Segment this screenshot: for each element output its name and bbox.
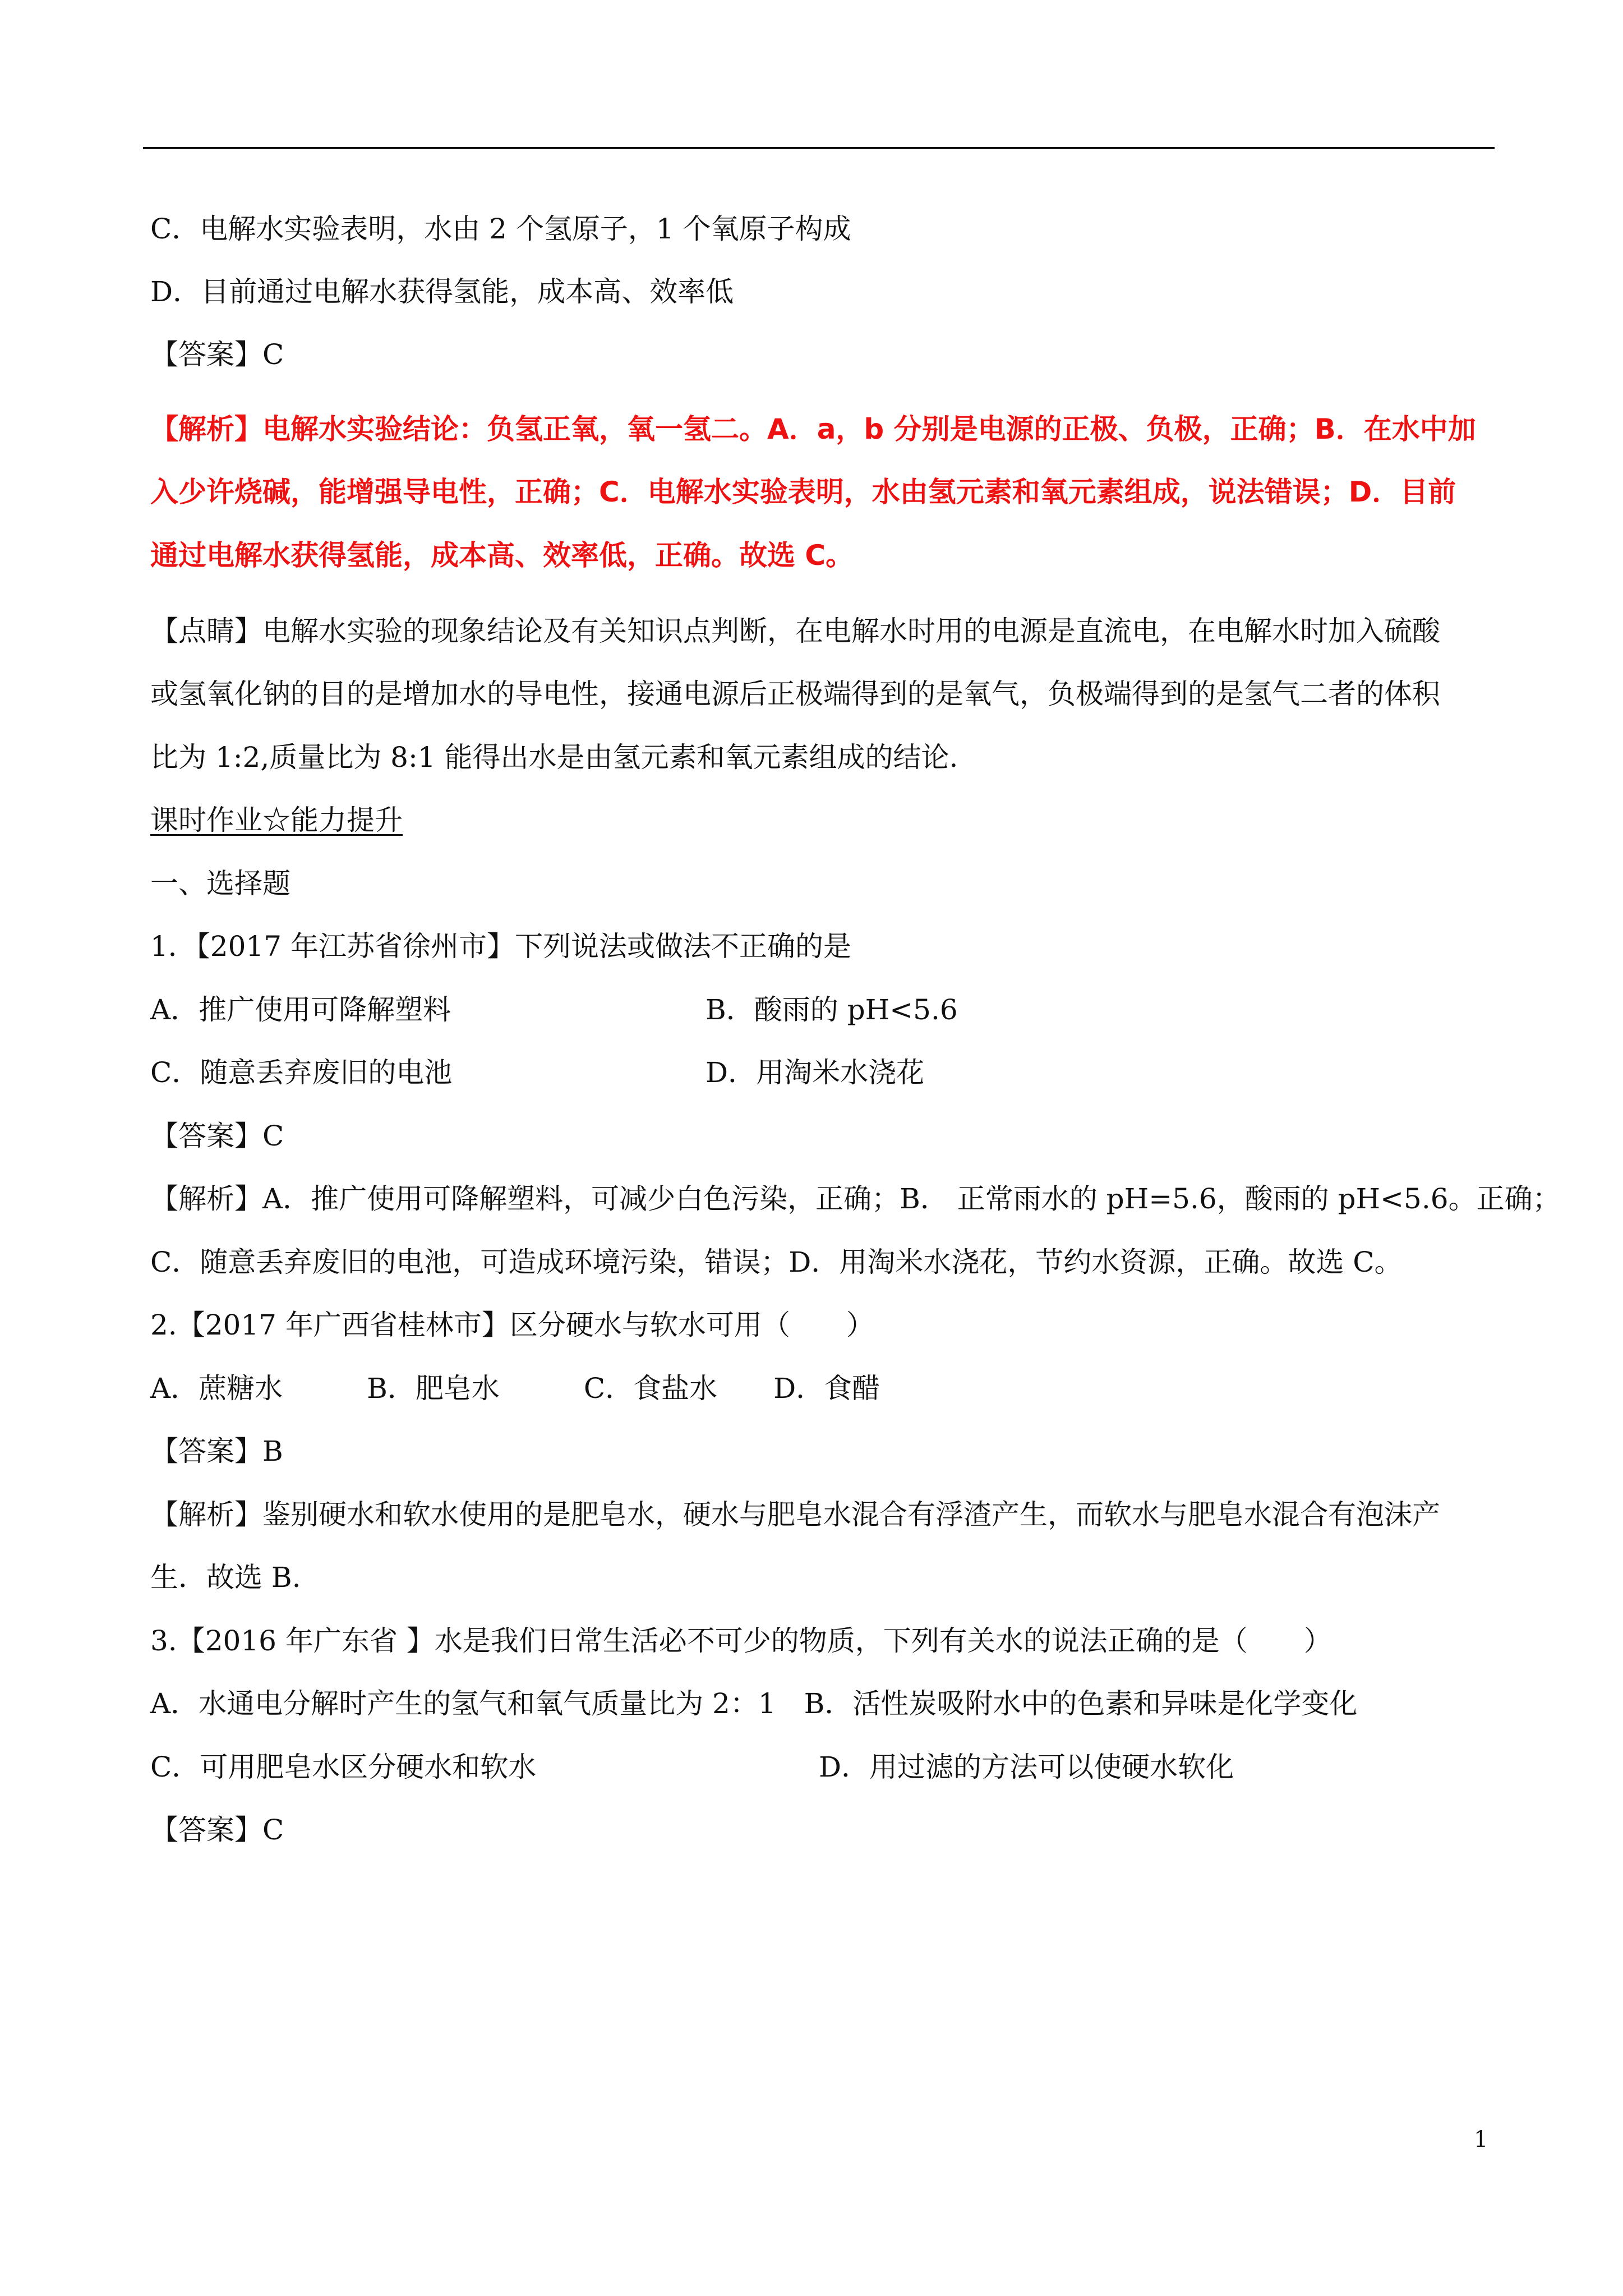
page-number: 1 [1474, 2127, 1488, 2152]
q3-options-ab: A．水通电分解时产生的氢气和氧气质量比为 2：1 B．活性炭吸附水中的色素和异味是化学变化 [150, 1687, 1358, 1720]
tip-line-3: 比为 1:2,质量比为 8:1 能得出水是由氢元素和氧元素组成的结论. [150, 741, 958, 774]
q1-analysis-line-1: 【解析】A．推广使用可降解塑料，可减少白色污染，正确；B． 正常雨水的 pH=5.6，酸雨的 pH<5.6。正确； [150, 1182, 1561, 1215]
question-1: 1．【2017 年江苏省徐州市】下列说法或做法不正确的是 [150, 930, 851, 963]
section-heading: 课时作业☆能力提升 [150, 804, 403, 836]
tip-line-1: 【点睛】电解水实验的现象结论及有关知识点判断，在电解水时用的电源是直流电，在电解水时加入硫酸 [150, 615, 1440, 647]
q2-answer: 【答案】B [150, 1435, 283, 1467]
header-rule [143, 147, 1495, 149]
q3-option-c: C．可用肥皂水区分硬水和软水 [150, 1751, 537, 1783]
q1-option-a: A．推广使用可降解塑料 [150, 993, 451, 1026]
q1-option-d: D．用淘米水浇花 [706, 1056, 925, 1089]
answer-text: 【答案】C [150, 338, 284, 371]
q1-answer: 【答案】C [150, 1120, 284, 1152]
q2-analysis-line-2: 生．故选 B. [150, 1561, 301, 1594]
q1-option-c: C．随意丢弃废旧的电池 [150, 1056, 453, 1089]
q1-option-b: B．酸雨的 pH<5.6 [706, 993, 958, 1026]
option-d-text: D．目前通过电解水获得氢能，成本高、效率低 [150, 275, 734, 308]
subsection-heading: 一、选择题 [150, 867, 291, 900]
option-c-text: C．电解水实验表明，水由 2 个氢原子，1 个氧原子构成 [150, 213, 851, 245]
analysis-line-2: 入少许烧碱，能增强导电性，正确；C．电解水实验表明，水由氢元素和氧元素组成，说法错误；D．目前 [150, 476, 1456, 508]
question-2: 2.【2017 年广西省桂林市】区分硬水与软水可用（ ） [150, 1309, 874, 1341]
q2-analysis-line-1: 【解析】鉴别硬水和软水使用的是肥皂水，硬水与肥皂水混合有浮渣产生，而软水与肥皂水混合有泡沫产 [150, 1498, 1440, 1531]
q2-options: A．蔗糖水 B．肥皂水 C．食盐水 D．食醋 [150, 1372, 880, 1405]
question-3: 3.【2016 年广东省 】水是我们日常生活必不可少的物质，下列有关水的说法正确的是（ ） [150, 1625, 1332, 1657]
q3-answer: 【答案】C [150, 1814, 284, 1846]
analysis-line-1: 【解析】电解水实验结论：负氢正氧，氧一氢二。A．a，b 分别是电源的正极、负极，正确；B．在水中加 [150, 413, 1476, 445]
q3-option-d: D．用过滤的方法可以使硬水软化 [819, 1751, 1234, 1783]
analysis-line-3: 通过电解水获得氢能，成本高、效率低，正确。故选 C。 [150, 539, 854, 572]
tip-line-2: 或氢氧化钠的目的是增加水的导电性，接通电源后正极端得到的是氧气，负极端得到的是氢气二者的体积 [150, 678, 1440, 710]
q1-analysis-line-2: C．随意丢弃废旧的电池，可造成环境污染，错误；D．用淘米水浇花，节约水资源，正确。故选 C。 [150, 1246, 1403, 1278]
